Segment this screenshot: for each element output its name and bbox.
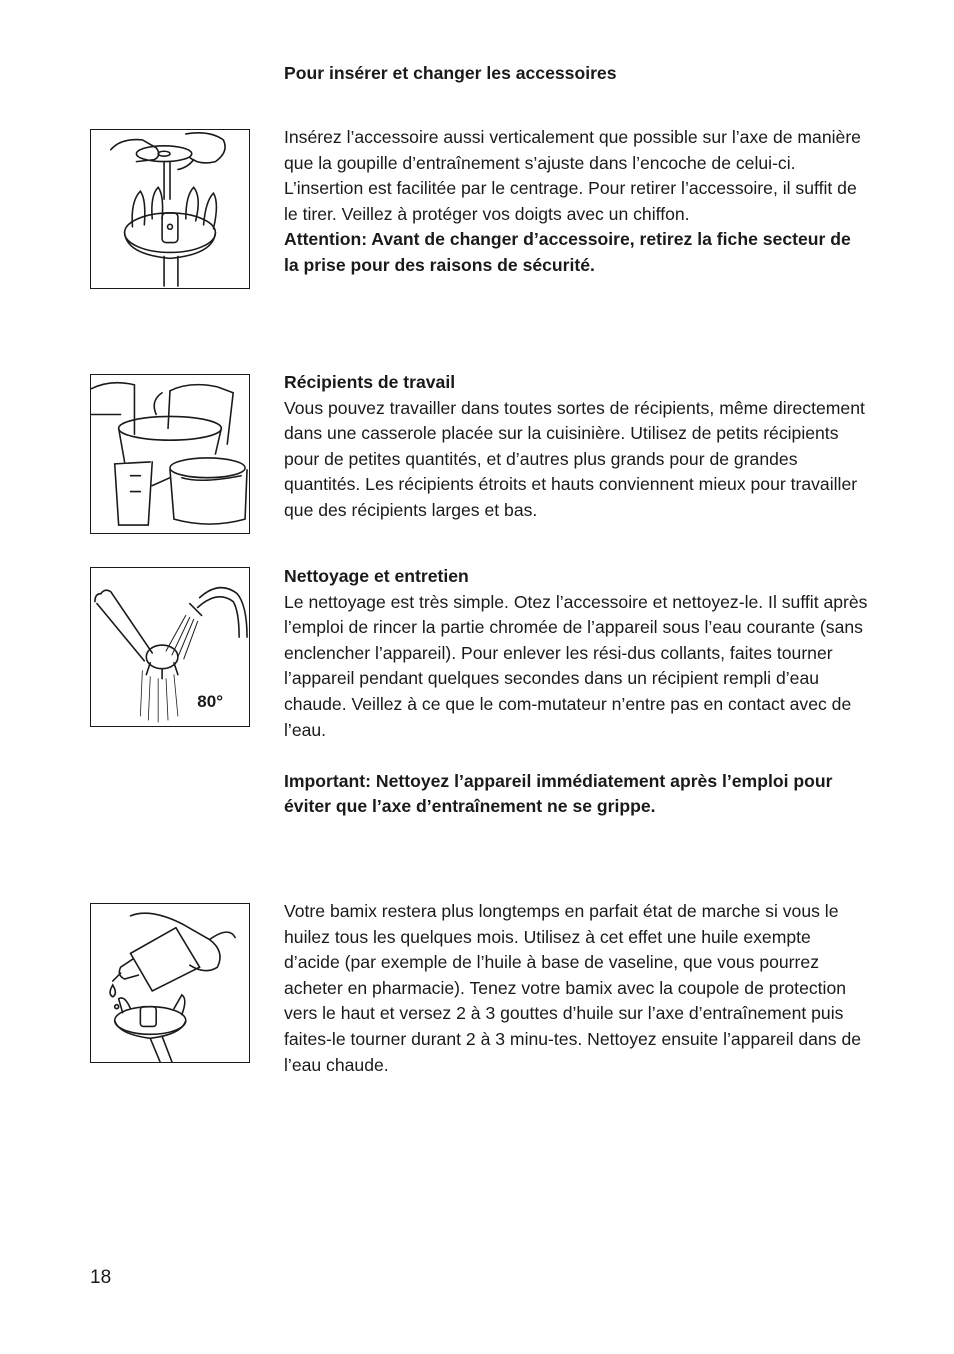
oiling-text-block (284, 899, 869, 1078)
cleaning-body: Le nettoyage est très simple. Otez l’accessoire et nettoyez-le. Il suffit après l’emploi de rincer la partie chromée de l’appareil sous l’eau courante (sans enclencher l’appareil). Pour enlever les rési-dus collants, faites tourner l’appareil pendant quelques secondes dans un récipient rempli d’eau chaude. Veillez à ce que le com-mutateur n’entre pas en contact avec de l’eau. (284, 591, 868, 740)
accessory-insert-illustration (90, 129, 250, 289)
oil-drop-icon (91, 904, 249, 1062)
cleaning-important: Important: Nettoyez l’appareil immédiatement après l’emploi pour éviter que l’axe d’entraînement ne se grippe. (284, 770, 833, 817)
oiling-body: Votre bamix restera plus longtemps en parfait état de marche si vous le huilez tous les quelques mois. Utilisez à cet effet une huile exempte d’acide (par exemple de l’huile à base de vaseline, que vous pourrez acheter en pharmacie). Tenez votre bamix avec la coupole de protection vers le haut et versez 2 à 3 gouttes d’huile sur l’axe d’entraînement puis faites-le tourner durant 2 à 3 minu-tes. Nettoyez ensuite l’appareil dans de l’eau chaude. (284, 901, 862, 1075)
cleaning-text-block (284, 564, 869, 820)
spacer (284, 743, 869, 769)
oiling-illustration (90, 903, 250, 1063)
section-title-accessories: Pour insérer et changer les accessoires (284, 63, 617, 83)
containers-text-block (284, 370, 869, 524)
rinsing-under-tap-illustration (90, 567, 250, 727)
accessories-warning: Attention: Avant de changer d’accessoire, retirez la fiche secteur de la prise pour des raisons de sécurité. (284, 229, 851, 275)
containers-icon (91, 375, 249, 533)
section-title-containers: Récipients de travail (284, 372, 456, 392)
page-number: 18 (90, 1267, 112, 1288)
containers-body: Vous pouvez travailler dans toutes sortes de récipients, même directement dans une casserole placée sur la cuisinière. Utilisez de petits récipients pour de petites quantités, et d’autres plus grands pour de grandes quantités. Les récipients étroits et hauts conviennent mieux pour travailler que des récipients larges et bas. (284, 397, 865, 520)
section-title-cleaning: Nettoyage et entretien (284, 566, 469, 586)
containers-illustration (90, 374, 250, 534)
tap-water-icon (91, 568, 249, 726)
accessories-text-block (284, 125, 869, 279)
accessories-body: Insérez l’accessoire aussi verticalement que possible sur l’axe de manière que la goupille d’entraînement s’ajuste dans l’encoche de celui-ci. L’insertion est facilitée par le centrage. Pour retirer l’accessoire, il suffit de le tirer. Veillez à protéger vos doigts avec un chiffon. (284, 127, 861, 224)
hand-attaching-disc-icon (91, 130, 249, 288)
water-temperature-label: 80° (197, 692, 223, 711)
